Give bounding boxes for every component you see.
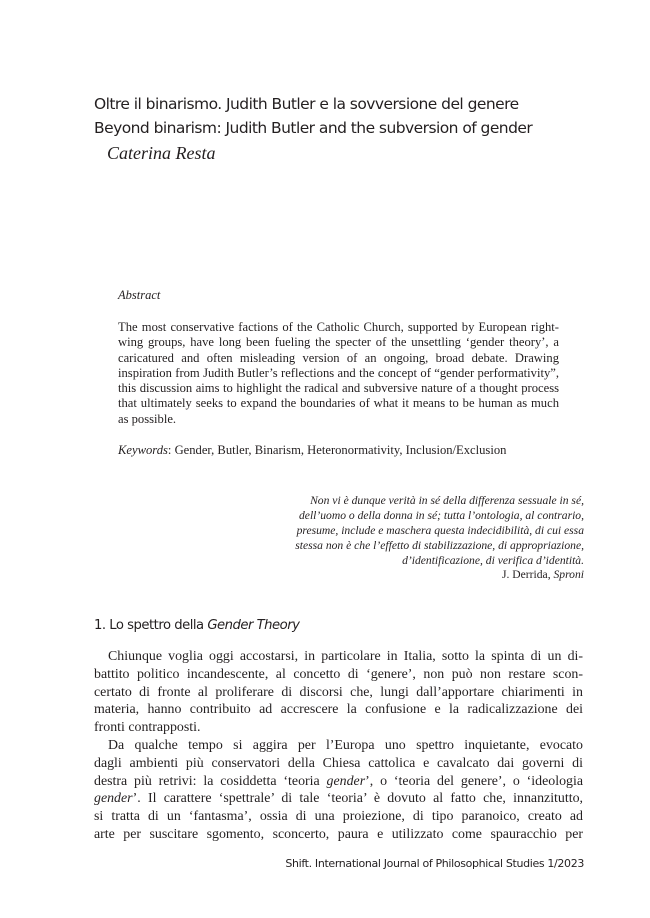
epigraph (254, 493, 584, 568)
body-text-run: ’, o ‘teoria del genere’, o ‘ideologia (365, 773, 583, 789)
epigraph-line: Non vi è dunque verità in sé della differenza sessuale in sé, (310, 494, 584, 507)
epigraph-source: Sproni (553, 568, 584, 581)
body-line: dagli ambienti più conservatori della Chiesa cattolica e cavalcato dai governi di (94, 755, 583, 771)
body-text-run: ’. Il carattere ‘spettrale’ di tale ‘teoria’ è dovuto al fatto che, innanzitutto, (132, 791, 583, 807)
keywords (118, 443, 506, 458)
section-heading (94, 618, 299, 633)
epigraph-author: J. Derrida, (501, 568, 554, 581)
article-title-english: Beyond binarism: Judith Butler and the subversion of gender (94, 119, 533, 137)
body-text-run: destra più retrivi: la cosiddetta ‘teoria (94, 773, 327, 789)
abstract-text: The most conservative factions of the Catholic Church, supported by European right-wing groups, have long been fueling the specter of the unsettling ‘gender theory’, a caricatured and often misleading version of an ongoing, broad debate. Drawing inspiration from Judith Butler’s reflections and the concept of “gender performativity”, this discussion aims to highlight the radical and subversive nature of a thought process that ultimately seeks to expand the boundaries of what it means to be human as much as possible. (118, 320, 559, 426)
keywords-label: Keywords (118, 443, 168, 457)
body-line: battito politico incandescente, al concetto di ‘genere’, non può non restare scon- (94, 666, 583, 682)
body-line: fronti contrapposti. (94, 720, 201, 736)
body-line: si tratta di un ‘fantasma’, ossia di una proiezione, di tipo paranoico, creato ad (94, 809, 583, 825)
body-line: certato di fronte al proliferare di discorsi che, lungi dall’apportare chiarimenti in (94, 684, 583, 700)
keywords-values: : Gender, Butler, Binarism, Heteronormativity, Inclusion/Exclusion (167, 443, 507, 457)
section-title-italic: Gender Theory (207, 618, 300, 633)
abstract-heading: Abstract (118, 288, 161, 302)
body-line: arte per suscitare sgomento, sconcerto, paura e utilizzato come spauracchio per (94, 826, 583, 842)
body-text-italic: gender (326, 773, 366, 789)
author-name: Caterina Resta (107, 143, 216, 163)
section-title: 1. Lo spettro della (94, 618, 208, 633)
body-line: Da qualche tempo si aggira per l’Europa uno spettro inquietante, evocato (108, 737, 583, 753)
journal-footer: Shift. International Journal of Philosophical Studies 1/2023 (285, 857, 584, 870)
epigraph-attribution (502, 568, 584, 581)
epigraph-line: presume, include e maschera questa indecidibilità, di cui essa (296, 524, 584, 538)
body-line (94, 790, 583, 808)
epigraph-line: stessa non è che l’effetto di stabilizzazione, di appropriazione, (295, 539, 584, 553)
body-line: materia, hanno contribuito ad accrescere la confusione e la radicalizzazione dei (94, 702, 583, 718)
body-text (94, 648, 583, 844)
epigraph-line: d’identificazione, di verifica d’identità. (402, 554, 584, 568)
body-text-italic: gender (94, 791, 133, 807)
body-line: Chiunque voglia oggi accostarsi, in particolare in Italia, sotto la spinta di un di- (108, 649, 583, 664)
epigraph-line: dell’uomo o della donna in sé; tutta l’ontologia, al contrario, (299, 509, 584, 523)
body-line (94, 773, 583, 791)
article-title-italian: Oltre il binarismo. Judith Butler e la sovversione del genere (94, 95, 519, 113)
